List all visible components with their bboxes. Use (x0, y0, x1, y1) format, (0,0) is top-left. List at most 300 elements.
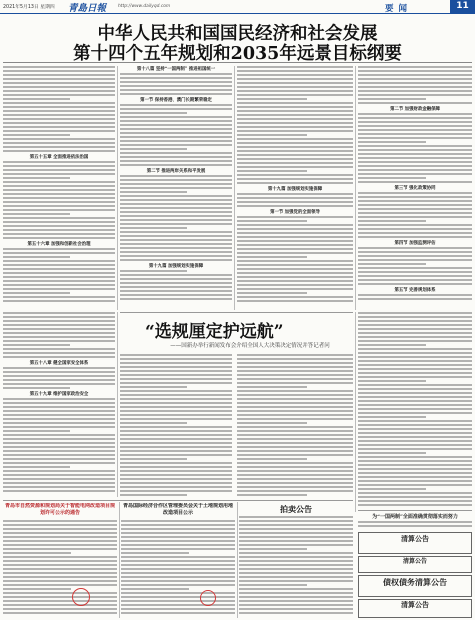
body-text-line (358, 141, 426, 143)
body-text-line (237, 114, 353, 116)
body-text-line (358, 102, 472, 104)
body-text-line (120, 354, 232, 356)
body-text-line (120, 442, 232, 444)
body-text-line (239, 552, 353, 554)
body-text-line (237, 296, 353, 298)
body-text-line (239, 532, 353, 534)
body-text-line (3, 312, 115, 314)
body-text-line (120, 438, 232, 440)
body-text-line (120, 116, 232, 118)
body-text-line (3, 371, 115, 373)
body-text-line (358, 169, 472, 171)
body-text-line (3, 596, 117, 598)
clearing-notice-3 (358, 599, 472, 618)
body-text-line (3, 418, 115, 420)
body-text-line (120, 426, 232, 428)
column-divider (355, 312, 356, 512)
body-text-line (3, 572, 117, 574)
body-text-line (237, 390, 353, 392)
body-text-line (3, 612, 117, 614)
body-text-line (237, 166, 353, 168)
body-text-line (358, 464, 472, 466)
debt-title: 债权债务清算公告 (383, 577, 447, 587)
body-text-line (358, 468, 472, 470)
auction-body (239, 516, 353, 618)
body-text-line (120, 239, 232, 241)
body-text-line (3, 406, 115, 408)
body-text-line (120, 470, 232, 472)
body-text-line (239, 524, 353, 526)
body-text-line (237, 490, 353, 492)
body-text-line (358, 70, 472, 72)
body-text-line (120, 81, 232, 83)
article-column-4 (358, 66, 472, 310)
body-text-line (3, 114, 115, 116)
body-text-line (121, 536, 235, 538)
body-text-line (358, 117, 472, 119)
body-text-line (3, 600, 117, 602)
body-text-line (120, 179, 232, 181)
body-text-line (3, 284, 115, 286)
body-text-line (237, 216, 353, 218)
body-text-line (239, 540, 353, 542)
body-text-line (120, 140, 232, 142)
clearing-notice-1 (358, 532, 472, 554)
body-text-line (237, 284, 353, 286)
body-text-line (3, 217, 115, 219)
body-text-line (358, 196, 472, 198)
section-subhead: 第四节 加强监测评估 (394, 241, 436, 246)
section-subhead: 第十九篇 加强规划实施保障 (267, 187, 323, 192)
body-text-line (3, 181, 115, 183)
body-text-line (120, 406, 232, 408)
body-text-line (3, 66, 115, 68)
body-text-line (237, 244, 353, 246)
body-text-line (237, 86, 353, 88)
body-text-line (237, 130, 353, 132)
section-subhead: 第一节 保持香港、澳门长期繁荣稳定 (140, 98, 212, 103)
auction-title: 拍卖公告 (280, 504, 312, 514)
body-text-line (237, 174, 353, 176)
body-text-line (3, 426, 115, 428)
body-text-line (3, 434, 115, 436)
body-text-line (3, 474, 115, 476)
body-text-line (237, 410, 353, 412)
body-text-line (237, 138, 353, 140)
body-text-line (358, 129, 472, 131)
section-subhead: 第五十六章 加强和创新社会治理 (27, 242, 91, 247)
body-text-line (120, 112, 187, 114)
body-text-line (121, 556, 235, 558)
body-text-line (358, 259, 472, 261)
section-rule (120, 312, 353, 313)
body-text-line (121, 560, 235, 562)
body-text-line (120, 104, 232, 106)
body-text-line (120, 132, 232, 134)
newspaper-logo: 青島日報 (68, 3, 107, 14)
body-text-line (121, 572, 235, 574)
body-text-line (358, 121, 472, 123)
body-text-line (120, 298, 232, 300)
body-text-line (120, 255, 232, 257)
body-text-line (239, 596, 353, 598)
body-text-line (3, 264, 115, 266)
body-text-line (3, 356, 115, 358)
body-text-line (120, 382, 232, 384)
body-text-line (121, 592, 235, 594)
body-text-line (3, 185, 115, 187)
body-text-line (120, 183, 232, 185)
body-text-line (358, 236, 472, 238)
main-headline-line2: 第十四个五年规划和2035年远景目标纲要 (73, 44, 402, 64)
body-text-line (3, 340, 115, 342)
body-text-line (120, 128, 232, 130)
body-text-line (237, 470, 353, 472)
notice-rule (358, 510, 472, 511)
body-text-line (358, 352, 472, 354)
body-text-line (237, 197, 353, 199)
body-text-line (120, 259, 232, 261)
clearing-title: 清算公告 (401, 600, 429, 609)
body-text-line (239, 580, 353, 582)
body-text-line (121, 596, 235, 598)
body-text-line (120, 227, 187, 229)
body-text-line (3, 122, 115, 124)
body-text-line (237, 178, 353, 180)
body-text-line (358, 344, 426, 346)
body-text-line (358, 388, 472, 390)
body-text-line (358, 432, 472, 434)
body-text-line (237, 300, 353, 302)
section-subhead: 第三节 强化政策协同 (394, 186, 436, 191)
body-text-line (3, 102, 115, 104)
body-text-line (358, 368, 472, 370)
column-divider (355, 66, 356, 310)
body-text-line (120, 282, 232, 284)
body-text-line (120, 270, 187, 272)
body-text-line (3, 592, 117, 594)
body-text-line (239, 556, 353, 558)
body-text-line (358, 448, 472, 450)
body-text-line (120, 191, 187, 193)
body-text-line (358, 328, 472, 330)
body-text-line (121, 520, 235, 522)
body-text-line (239, 544, 353, 546)
body-text-line (237, 150, 353, 152)
body-text-line (239, 520, 353, 522)
body-text-line (120, 207, 232, 209)
body-text-line (358, 267, 472, 269)
body-text-line (358, 216, 472, 218)
body-text-line (120, 474, 232, 476)
feature-subhead: ——国新办举行新闻发布会介绍全国人大决策决定情况并答记者问 (170, 343, 330, 349)
body-text-line (237, 268, 353, 270)
body-text-line (3, 556, 117, 558)
body-text-line (120, 454, 232, 456)
body-text-line (3, 348, 115, 350)
body-text-line (237, 382, 353, 384)
body-text-line (358, 408, 472, 410)
body-text-line (3, 402, 115, 404)
body-text-line (3, 608, 117, 610)
right-notice-title: 为“一国两制”全面准确贯彻落实而努力 (372, 514, 458, 520)
body-text-line (120, 235, 232, 237)
body-text-line (358, 380, 426, 382)
section-subhead: 第五十五章 全面推进依法治国 (29, 155, 89, 160)
body-text-line (3, 540, 117, 542)
body-text-line (358, 212, 472, 214)
body-text-line (237, 370, 353, 372)
body-text-line (120, 418, 232, 420)
notice-left-body (3, 520, 117, 618)
body-text-line (237, 434, 353, 436)
body-text-line (358, 78, 472, 80)
body-text-line (3, 130, 115, 132)
body-text-line (239, 576, 353, 578)
body-text-line (3, 292, 70, 294)
clearing-title: 清算公告 (402, 558, 427, 565)
body-text-line (358, 484, 472, 486)
body-text-line (237, 394, 353, 396)
body-text-line (237, 478, 353, 480)
body-text-line (3, 229, 115, 231)
body-text-line (120, 231, 232, 233)
body-text-line (3, 248, 115, 250)
body-text-line (120, 85, 232, 87)
article-column-3 (237, 66, 353, 310)
body-text-line (120, 223, 232, 225)
body-text-line (3, 532, 117, 534)
body-text-line (120, 199, 232, 201)
section-title: 要闻 (385, 3, 413, 14)
body-text-line (3, 221, 115, 223)
body-text-line (3, 560, 117, 562)
body-text-line (358, 384, 472, 386)
body-text-line (358, 204, 472, 206)
body-text-line (237, 426, 353, 428)
body-text-line (120, 362, 232, 364)
body-text-line (358, 192, 472, 194)
body-text-line (120, 294, 232, 296)
body-text-line (358, 224, 472, 226)
body-text-line (120, 410, 232, 412)
body-text-line (3, 470, 115, 472)
body-text-line (3, 74, 115, 76)
body-text-line (121, 584, 235, 586)
body-text-line (358, 86, 472, 88)
body-text-line (3, 173, 115, 175)
body-text-line (358, 324, 472, 326)
body-text-line (237, 126, 353, 128)
body-text-line (237, 430, 353, 432)
body-text-line (3, 288, 115, 290)
body-text-line (120, 136, 232, 138)
body-text-line (120, 160, 232, 162)
body-text-line (3, 193, 115, 195)
body-text-line (3, 544, 117, 546)
body-text-line (358, 472, 472, 474)
body-text-line (121, 600, 235, 602)
body-text-line (358, 476, 472, 478)
body-text-line (3, 528, 117, 530)
masthead (0, 0, 475, 14)
body-text-line (3, 458, 115, 460)
body-text-line (3, 336, 115, 338)
body-text-line (237, 201, 353, 203)
body-text-line (3, 260, 115, 262)
notice-rule (3, 500, 353, 501)
body-text-line (237, 374, 353, 376)
body-text-line (3, 536, 117, 538)
body-text-line (237, 142, 353, 144)
clearing-title: 清算公告 (401, 534, 429, 543)
body-text-line (239, 612, 353, 614)
body-text-line (358, 283, 472, 285)
body-text-line (120, 374, 232, 376)
body-text-line (237, 252, 353, 254)
body-text-line (3, 344, 70, 346)
body-text-line (3, 146, 115, 148)
body-text-line (3, 296, 115, 298)
body-text-line (3, 86, 115, 88)
body-text-line (3, 150, 115, 152)
body-text-line (358, 312, 472, 314)
body-text-line (358, 456, 472, 458)
body-text-line (237, 158, 353, 160)
body-text-line (239, 608, 353, 610)
body-text-line (3, 177, 70, 179)
body-text-line (237, 106, 353, 108)
body-text-line (3, 332, 115, 334)
body-text-line (358, 376, 472, 378)
notice-left-title: 青岛市自然资源和规划局关于智能电网改造项目规划许可公示的通告 (4, 503, 115, 516)
body-text-line (3, 165, 115, 167)
body-text-line (121, 528, 235, 530)
body-text-line (237, 146, 353, 148)
body-text-line (237, 248, 353, 250)
body-text-line (120, 148, 187, 150)
body-text-line (121, 524, 235, 526)
body-text-line (358, 525, 472, 527)
body-text-line (120, 402, 232, 404)
body-text-line (120, 195, 232, 197)
body-text-line (3, 272, 115, 274)
body-text-line (121, 532, 235, 534)
body-text-line (239, 604, 353, 606)
body-text-line (3, 205, 115, 207)
body-text-line (358, 480, 472, 482)
body-text-line (3, 225, 115, 227)
body-text-line (237, 422, 307, 424)
body-text-line (358, 416, 426, 418)
body-text-line (3, 367, 115, 369)
body-text-line (237, 458, 307, 460)
body-text-line (358, 200, 472, 202)
body-text-line (358, 496, 472, 498)
body-text-line (120, 422, 187, 424)
body-text-line (239, 528, 353, 530)
body-text-line (120, 219, 232, 221)
body-text-line (239, 568, 353, 570)
site-url[interactable]: http://www.dailyqd.com (118, 3, 171, 9)
body-text-line (3, 134, 70, 136)
body-text-line (3, 438, 115, 440)
body-text-line (120, 152, 232, 154)
body-text-line (358, 420, 472, 422)
body-text-line (237, 236, 353, 238)
body-text-line (120, 390, 232, 392)
body-text-line (120, 278, 232, 280)
body-text-line (3, 82, 115, 84)
body-text-line (237, 70, 353, 72)
body-text-line (358, 294, 472, 296)
body-text-line (237, 162, 353, 164)
body-text-line (358, 372, 472, 374)
body-text-line (358, 145, 472, 147)
body-text-line (358, 149, 472, 151)
body-text-line (358, 153, 472, 155)
body-text-line (120, 89, 232, 91)
article-column-5 (3, 312, 115, 497)
body-text-line (239, 588, 353, 590)
section-subhead: 第二节 加强财政金融保障 (390, 107, 440, 112)
body-text-line (3, 324, 115, 326)
article-column-6 (120, 354, 232, 499)
article-column-7 (237, 354, 353, 499)
body-text-line (237, 402, 353, 404)
body-text-line (120, 446, 232, 448)
body-text-line (121, 552, 189, 554)
body-text-line (3, 430, 70, 432)
body-text-line (239, 516, 353, 518)
notice-mid-body (121, 520, 235, 618)
body-text-line (3, 576, 117, 578)
body-text-line (120, 77, 232, 79)
body-text-line (121, 608, 235, 610)
body-text-line (358, 396, 472, 398)
body-text-line (3, 379, 115, 381)
body-text-line (121, 568, 235, 570)
body-text-line (121, 564, 235, 566)
debt-notice (358, 575, 472, 597)
body-text-line (237, 482, 353, 484)
body-text-line (3, 161, 115, 163)
clearing-notice-2 (358, 556, 472, 573)
body-text-line (3, 580, 117, 582)
body-text-line (3, 189, 115, 191)
body-text-line (237, 193, 353, 195)
body-text-line (121, 576, 235, 578)
body-text-line (3, 209, 115, 211)
body-text-line (358, 356, 472, 358)
body-text-line (358, 500, 472, 502)
body-text-line (358, 521, 472, 523)
body-text-line (358, 90, 472, 92)
body-text-line (237, 446, 353, 448)
body-text-line (3, 478, 115, 480)
body-text-line (120, 290, 232, 292)
body-text-line (120, 120, 232, 122)
body-text-line (121, 612, 235, 614)
body-text-line (358, 133, 472, 135)
body-text-line (120, 494, 187, 496)
body-text-line (237, 98, 307, 100)
body-text-line (237, 362, 353, 364)
body-text-line (121, 544, 235, 546)
body-text-line (3, 300, 115, 302)
body-text-line (237, 264, 353, 266)
body-text-line (237, 438, 353, 440)
